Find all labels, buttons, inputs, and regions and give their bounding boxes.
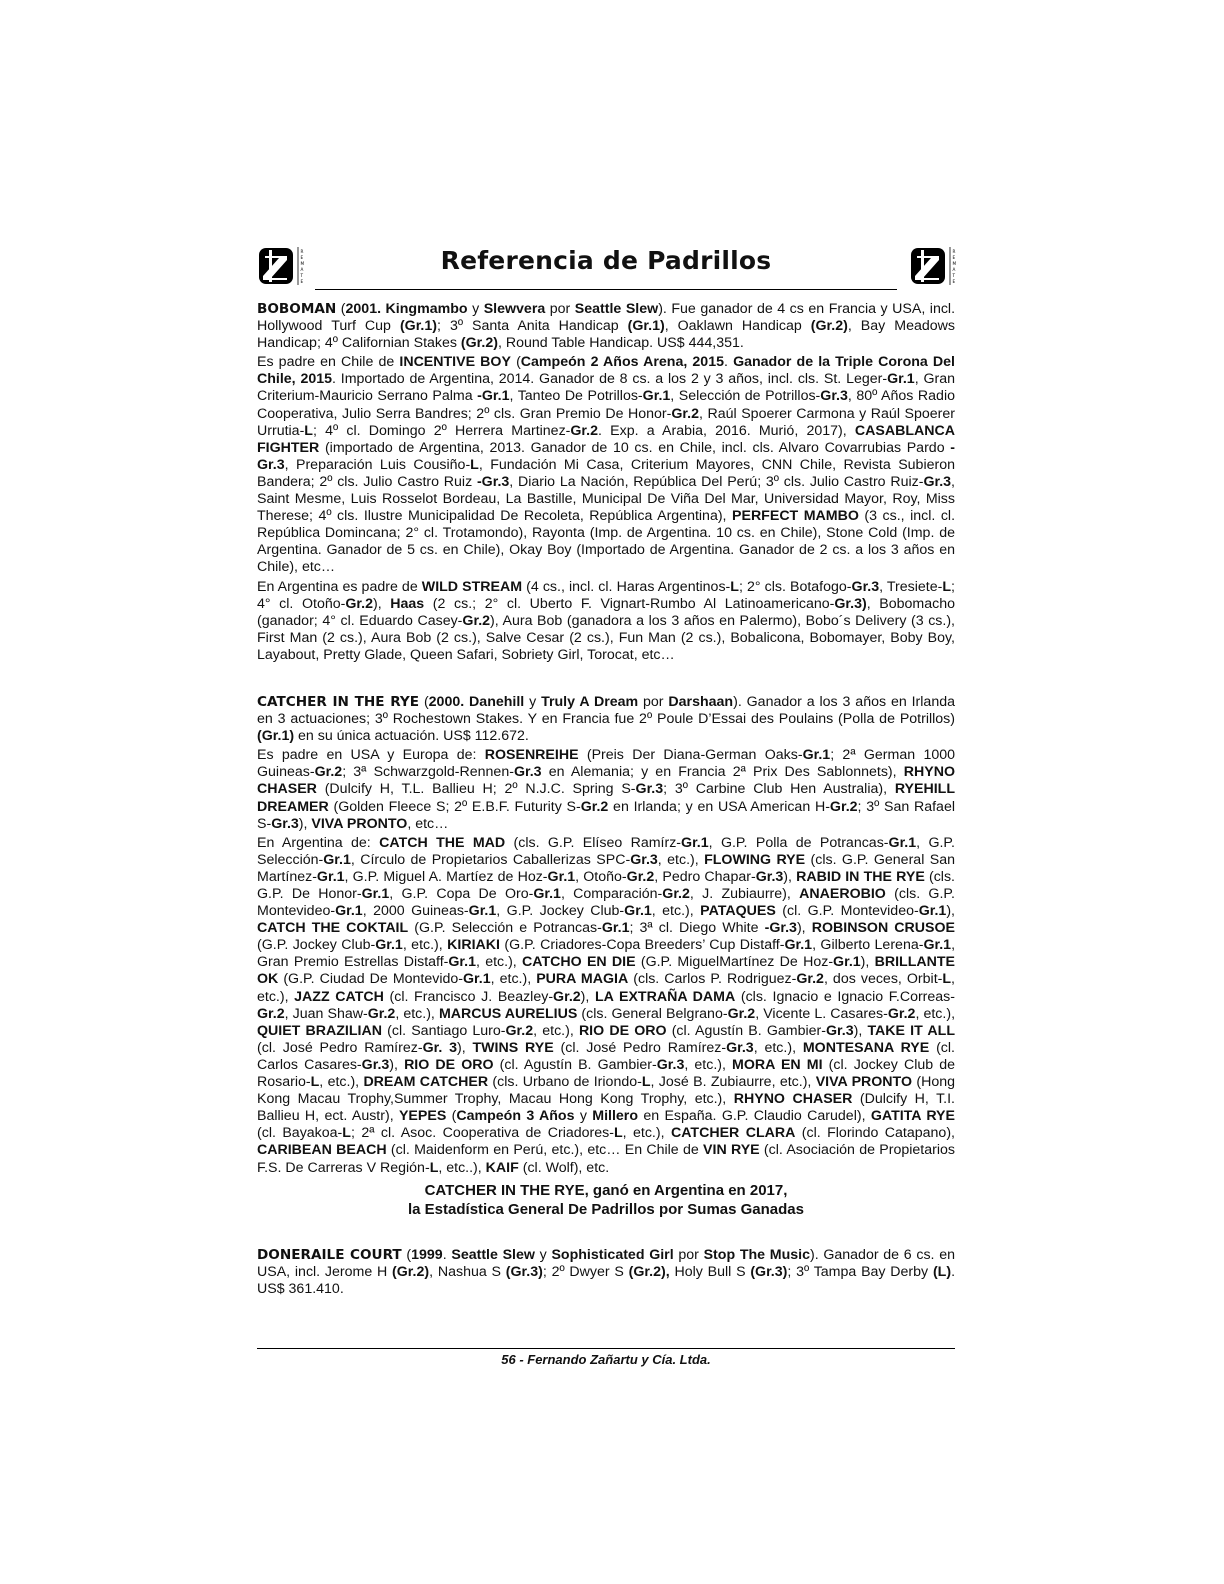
bold-run: RABID IN THE RYE — [796, 868, 925, 885]
svg-text:A: A — [300, 267, 304, 272]
bold-run: BRILLANTE OK — [257, 954, 955, 988]
page-header — [257, 240, 955, 292]
bold-run: TAKE IT ALL — [867, 1022, 955, 1039]
page-footer: 56 - Fernando Zañartu y Cía. Ltda. — [501, 1352, 711, 1367]
bold-run: RIO DE ORO — [404, 1056, 494, 1073]
highlight-note — [257, 1181, 955, 1219]
bold-run: QUIET BRAZILIAN — [257, 1022, 382, 1039]
bold-run: Gr.2 — [662, 886, 690, 902]
fz-remates-logo-right — [909, 244, 955, 288]
bold-run: Sophisticated Girl — [551, 1246, 674, 1263]
stallion-name: CATCHER IN THE RYE — [257, 693, 420, 710]
bold-run: L — [942, 971, 952, 988]
bold-run: (Gr.2) — [460, 335, 498, 352]
bold-run: Gr.3 — [755, 868, 784, 885]
entry-paragraph — [257, 301, 955, 352]
bold-run: Gr.2 — [887, 1005, 916, 1022]
bold-run: CASABLANCA FIGHTER — [257, 422, 955, 456]
bold-run: CATCH THE MAD — [379, 834, 506, 851]
svg-text:T: T — [952, 273, 956, 278]
entry-paragraph: En Argentina de: CATCH THE MAD (cls. G.P. Elíseo Ramírz-Gr.1, G.P. Polla de Potrancas-Gr.1, G.P. Selección-Gr.1, Círculo de Propietarios Caballerizas SPC-Gr.3, etc.), FLOWING RYE (cls. G.P. General San Martínez-Gr.1, G.P. Miguel A. Martíez de Hoz-Gr.1, Otoño-Gr.2, Pedro Chapar-Gr.3), RABID IN THE RYE (cls. G.P. De Honor-Gr.1, G.P. Copa De Oro-Gr.1, Comparación-Gr.2, J. Zubiaurre), ANAEROBIO (cls. G.P. Montevideo-Gr.1, 2000 Guineas-Gr.1, G.P. Jockey Club-Gr.1, etc.), PATAQUES (cl. G.P. Montevideo-Gr.1), CATCH THE COKTAIL (G.P. Selección e Potrancas-Gr.1; 3ª cl. Diego White -Gr.3), ROBINSON CRUSOE (G.P. Jockey Club-Gr.1, etc.), KIRIAKI (G.P. Criadores-Copa Breeders’ Cup Distaff-Gr.1, Gilberto Lerena-Gr.1, Gran Premio Estrellas Distaff-Gr.1, etc.), CATCHO EN DIE (G.P. MiguelMartínez De Hoz-Gr.1), BRILLANTE OK (G.P. Ciudad De Montevido-Gr.1, etc.), PURA MAGIA (cls. Carlos P. Rodriguez-Gr.2, dos veces, Orbit-L, etc.), JAZZ CATCH (cl. Francisco J. Beazley-Gr.2), LA EXTRAÑA DAMA (cls. Ignacio e Ignacio F.Correas-Gr.2, Juan Shaw-Gr.2, etc.), MARCUS AURELIUS (cls. General Belgrano-Gr.2, Vicente L. Casares-Gr.2, etc.), QUIET BRAZILIAN (cl. Santiago Luro-Gr.2, etc.), RIO DE ORO (cl. Agustín B. Gambier-Gr.3), TAKE IT ALL (cl. José Pedro Ramírez-Gr. 3), TWINS RYE (cl. José Pedro Ramírez-Gr.3, etc.), MONTESANA RYE (cl. Carlos Casares-Gr.3), RIO DE ORO (cl. Agustín B. Gambier-Gr.3, etc.), MORA EN MI (cl. Jockey Club de Rosario-L, etc.), DREAM CATCHER (cls. Urbano de Iriondo-L, José B. Zubiaurre, etc.), VIVA PRONTO (Hong Kong Macau Trophy,Summer Trophy, Macau Hong Kong Trophy, etc.), RHYNO CHASER (Dulcify H, T.I. Ballieu H, ect. Austr), YEPES (Campeón 3 Años y Millero en España. G.P. Claudio Carudel), GATITA RYE (cl. Bayakoa-L; 2ª cl. Asoc. Cooperativa de Criadores-L, etc.), CATCHER CLARA (cl. Florindo Catapano), CARIBEAN BEACH (cl. Maidenform en Perú, etc.), etc… En Chile de VIN RYE (cl. Asociación de Propietarios F.S. De Carreras V Región-L, etc..), KAIF (cl. Wolf), etc. — [257, 834, 956, 1176]
svg-text:E: E — [952, 255, 956, 260]
bold-run: MARCUS AURELIUS — [438, 1005, 578, 1022]
bold-run: VIVA PRONTO — [815, 1074, 913, 1091]
bold-run: RYEHILL DREAMER — [257, 781, 955, 815]
bold-run: (Gr.2), — [628, 1263, 670, 1280]
document-body — [257, 301, 955, 1298]
bold-run: Gr.2 — [570, 422, 598, 439]
bold-run: Gr.1 — [323, 851, 351, 868]
bold-run: L — [310, 1074, 320, 1091]
bold-run: -Gr.1 — [477, 388, 510, 405]
bold-run: L — [641, 1074, 651, 1091]
entry-paragraph — [257, 1247, 955, 1298]
bold-run: (Gr.2) — [392, 1263, 430, 1280]
bold-run: VIN RYE — [703, 1142, 760, 1159]
bold-run: CATCHO EN DIE — [522, 954, 636, 971]
bold-run: RIO DE ORO — [578, 1022, 667, 1039]
bold-run: Gr.1 — [316, 868, 345, 885]
svg-text:E: E — [300, 255, 304, 260]
bold-run: Gr.1 — [923, 937, 952, 954]
bold-run: Gr.3) — [834, 595, 867, 612]
bold-run: Gr.1 — [624, 903, 652, 920]
svg-text:T: T — [300, 273, 304, 278]
bold-run: Gr.3 — [851, 578, 880, 595]
bold-run: 2000. Danehill — [428, 693, 525, 710]
bold-run: JAZZ CATCH — [294, 988, 384, 1005]
bold-run: Gr.3 — [726, 1039, 754, 1056]
bold-run: L — [304, 422, 313, 439]
bold-run: Gr.2 — [314, 764, 343, 781]
bold-run: Gr.3 — [825, 1022, 854, 1039]
bold-run: L — [342, 1125, 351, 1142]
fz-remates-logo-left — [257, 244, 303, 288]
bold-run: ROSENREIHE — [484, 747, 579, 764]
bold-run: Haas — [390, 595, 425, 612]
bold-run: Seattle Slew — [451, 1246, 535, 1263]
bold-run: Gr.3 — [635, 781, 664, 798]
bold-run: Gr.1 — [335, 903, 363, 920]
bold-run: PURA MAGIA — [536, 971, 629, 988]
bold-run: Gr.1 — [448, 954, 476, 971]
page-content — [257, 240, 955, 1300]
bold-run: KAIF — [485, 1159, 519, 1176]
bold-run: Gr.1 — [533, 886, 561, 902]
bold-run: L — [429, 1159, 439, 1176]
bold-run: Gr.1 — [361, 886, 390, 902]
entry-paragraph: Es padre en Chile de INCENTIVE BOY (Campeón 2 Años Arena, 2015. Ganador de la Triple Corona Del Chile, 2015. Importado de Argentina, 2014. Ganador de 8 cs. a los 2 y 3 años, incl. cls. St. Leger-Gr.1, Gran Criterium-Mauricio Serrano Palma -Gr.1, Tanteo De Potrillos-Gr.1, Selección de Potrillos-Gr.3, 80º Años Radio Cooperativa, Julio Serra Bandres; 2º cls. Gran Premio De Honor-Gr.2, Raúl Spoerer Carmona y Raúl Spoerer Urrutia-L; 4º cl. Domingo 2º Herrera Martinez-Gr.2. Exp. a Arabia, 2016. Murió, 2017), CASABLANCA FIGHTER (importado de Argentina, 2013. Ganador de 10 cs. en Chile, incl. cls. Alvaro Covarrubias Pardo -Gr.3, Preparación Luis Cousiño-L, Fundación Mi Casa, Criterium Mayores, CNN Chile, Revista Subieron Bandera; 2º cls. Julio Castro Ruiz -Gr.3, Diario La Nación, República Del Perú; 3º cls. Julio Castro Ruiz-Gr.3, Saint Mesme, Luis Rosselot Bordeau, La Bastille, Municipal De Viña Del Mar, Universidad Mayor, Roy, Miss Therese; 4º cls. Ilustre Municipalidad De Recoleta, República Argentina), PERFECT MAMBO (3 cs., incl. cl. República Domincana; 2° cl. Trotamondo), Rayonta (Imp. de Argentina. 10 cs. en Chile), Stone Cold (Imp. de Argentina. Ganador de 5 cs. en Chile), Okay Boy (Importado de Argentina. Ganador de 2 cs. a los 3 años en Chile), etc… — [257, 354, 956, 576]
stallion-name: BOBOMAN — [257, 301, 337, 317]
bold-run: (Gr.3) — [505, 1263, 543, 1280]
svg-text:E: E — [952, 279, 956, 284]
bold-run: YEPES — [398, 1108, 447, 1125]
bold-run: (Gr.3) — [750, 1263, 788, 1280]
bold-run: KIRIAKI — [447, 937, 500, 954]
bold-run: Gr.1 — [918, 903, 947, 920]
bold-run: CATCHER CLARA — [670, 1125, 796, 1142]
header-rule — [315, 289, 897, 290]
bold-run: Gr.3 — [923, 473, 952, 490]
entry-paragraph — [257, 694, 955, 745]
svg-text:M: M — [300, 261, 305, 266]
bold-run: Truly A Dream — [541, 693, 639, 710]
svg-text:R: R — [300, 249, 304, 254]
bold-run: Gr.1 — [547, 868, 576, 885]
bold-run: Gr.2 — [257, 1005, 285, 1022]
bold-run: 2001. Kingmambo — [345, 301, 468, 317]
bold-run: WILD STREAM — [421, 578, 523, 595]
rich-text: (2000. Danehill y Truly A Dream por Darshaan). Ganador a los 3 años en Irlanda en 3 actuaciones; 3º Rochestown Stakes. Y en Francia fue 2º Poule D’Essai des Poulains (Polla de Potrillos) (Gr.1) en su única actuación. US$ 112.672. — [257, 693, 955, 745]
bold-run: CARIBEAN BEACH — [257, 1142, 387, 1159]
bold-run: Gr.3 — [513, 764, 542, 781]
bold-run: -Gr.3 — [764, 920, 797, 937]
bold-run: Gr.3 — [630, 851, 658, 868]
bold-run: Stop The Music — [703, 1246, 810, 1263]
rich-text: (1999. Seattle Slew y Sophisticated Girl por Stop The Music). Ganador de 6 cs. en USA, incl. Jerome H (Gr.2), Nashua S (Gr.3); 2º Dwyer S (Gr.2), Holy Bull S (Gr.3); 3º Tampa Bay Derby (L). US$ 361.410. — [257, 1246, 956, 1297]
rich-text: (2001. Kingmambo y Slewvera por Seattle Slew). Fue ganador de 4 cs en Francia y USA, incl. Hollywood Turf Cup (Gr.1); 3º Santa Anita Handicap (Gr.1), Oaklawn Handicap (Gr.2), Bay Meadows Handicap; 4º Californian Stakes (Gr.2), Round Table Handicap. US$ 444,351. — [257, 301, 956, 352]
bold-run: VIVA PRONTO — [311, 815, 408, 832]
bold-run: ROBINSON CRUSOE — [811, 920, 955, 937]
bold-run: Gr.2 — [580, 798, 609, 815]
bold-run: Gr.2 — [367, 1005, 396, 1022]
bold-run: (Gr.1) — [257, 728, 295, 745]
highlight-note-line: CATCHER IN THE RYE, ganó en Argentina en 2017, — [424, 1181, 788, 1199]
bold-run: GATITA RYE — [870, 1108, 955, 1125]
section-gap — [257, 666, 955, 694]
bold-run: L — [730, 578, 739, 595]
bold-run: Gr.2 — [345, 595, 373, 612]
bold-run: Gr.2 — [727, 1005, 756, 1022]
bold-run: L — [942, 578, 952, 595]
bold-run: MONTESANA RYE — [802, 1039, 930, 1056]
entry-paragraph: En Argentina es padre de WILD STREAM (4 cs., incl. cl. Haras Argentinos-L; 2° cls. Botafogo-Gr.3, Tresiete-L; 4° cl. Otoño-Gr.2), Haas (2 cs.; 2° cl. Uberto F. Vignart-Rumbo Al Latinoamericano-Gr.3), Bobomacho (ganador; 4° cl. Eduardo Casey-Gr.2), Aura Bob (ganadora a los 3 años en Palermo), Bobo´s Delivery (3 cs.), First Man (2 cs.), Aura Bob (2 cs.), Salve Cesar (2 cs.), Fun Man (2 cs.), Bobalicona, Bobomayer, Boby Boy, Layabout, Pretty Glade, Queen Safari, Sobriety Girl, Torocat, etc… — [257, 578, 955, 663]
entry-paragraph: Es padre en USA y Europa de: ROSENREIHE (Preis Der Diana-German Oaks-Gr.1; 2ª German 1000 Guineas-Gr.2; 3ª Schwarzgold-Rennen-Gr.3 en Alemania; y en Francia 2ª Prix Des Sablonnets), RHYNO CHASER (Dulcify H, T.L. Ballieu H; 2º N.J.C. Spring S-Gr.3; 3º Carbine Club Hen Australia), RYEHILL DREAMER (Golden Fleece S; 2º E.B.F. Futurity S-Gr.2 en Irlanda; y en USA American H-Gr.2; 3º San Rafael S-Gr.3), VIVA PRONTO, etc… — [257, 747, 956, 832]
bold-run: Campeón 3 Años — [456, 1108, 575, 1125]
bold-run: Gr.2 — [671, 405, 699, 422]
bold-run: Gr.2 — [829, 798, 858, 815]
stallion-name: DONERAILE COURT — [257, 1246, 402, 1263]
bold-run: Gr.1 — [642, 388, 671, 405]
bold-run: RHYNO CHASER — [257, 764, 955, 798]
bold-run: Gr.2 — [505, 1022, 534, 1039]
bold-run: Gr.2 — [462, 612, 491, 629]
bold-run: PATAQUES — [700, 903, 776, 920]
bold-run: Gr.1 — [463, 971, 491, 988]
page-title: Referencia de Padrillos — [440, 246, 772, 275]
svg-text:R: R — [952, 249, 956, 254]
bold-run: Gr.2 — [553, 988, 581, 1005]
bold-run: PERFECT MAMBO — [732, 508, 859, 525]
bold-run: Gr.1 — [784, 937, 813, 954]
bold-run: Gr. 3 — [422, 1039, 457, 1056]
bold-run: CATCH THE COKTAIL — [257, 920, 409, 937]
bold-run: Gr.2 — [796, 971, 824, 988]
bold-run: Gr.1 — [802, 747, 831, 764]
bold-run: Gr.1 — [833, 954, 861, 971]
bold-run: -Gr.3 — [257, 439, 955, 473]
bold-run: MORA EN MI — [732, 1056, 823, 1073]
bold-run: Gr.1 — [681, 834, 709, 851]
bold-run: TWINS RYE — [472, 1039, 554, 1056]
bold-run: Gr.1 — [887, 371, 915, 388]
highlight-note-line: la Estadística General De Padrillos por Sumas Ganadas — [408, 1200, 804, 1218]
svg-text:M: M — [952, 261, 957, 266]
bold-run: RHYNO CHASER — [733, 1091, 853, 1108]
bold-run: Gr.1 — [468, 903, 497, 920]
section-gap — [257, 1219, 955, 1247]
bold-run: Ganador de la Triple Corona Del Chile, 2015 — [257, 354, 956, 388]
footer-rule — [257, 1348, 955, 1349]
bold-run: (Gr.2) — [810, 318, 848, 335]
bold-run: Gr.2 — [626, 868, 655, 885]
bold-run: INCENTIVE BOY — [399, 354, 511, 371]
bold-run: L — [470, 456, 479, 473]
bold-run: Gr.3 — [271, 815, 299, 832]
bold-run: Seattle Slew — [574, 301, 659, 317]
bold-run: Campeón 2 Años Arena, 2015 — [520, 354, 724, 371]
bold-run: Gr.3 — [361, 1056, 390, 1073]
bold-run: Millero — [592, 1108, 638, 1125]
bold-run: (Gr.1) — [399, 318, 437, 335]
bold-run: FLOWING RYE — [704, 851, 806, 868]
bold-run: -Gr.3 — [476, 473, 510, 490]
svg-text:A: A — [952, 267, 956, 272]
bold-run: Darshaan — [668, 693, 734, 710]
bold-run: Gr.3 — [656, 1056, 685, 1073]
bold-run: (Gr.1) — [627, 318, 665, 335]
bold-run: DREAM CATCHER — [363, 1074, 489, 1091]
bold-run: LA EXTRAÑA DAMA — [594, 988, 736, 1005]
bold-run: Gr.1 — [375, 937, 403, 954]
bold-run: Gr.3 — [820, 388, 848, 405]
bold-run: L — [613, 1125, 623, 1142]
bold-run: Slewvera — [483, 301, 546, 317]
bold-run: 1999 — [411, 1246, 443, 1263]
bold-run: Gr.1 — [888, 834, 917, 851]
bold-run: (L) — [932, 1263, 952, 1280]
svg-text:E: E — [300, 279, 304, 284]
bold-run: Gr.1 — [601, 920, 630, 937]
bold-run: ANAEROBIO — [799, 886, 886, 902]
